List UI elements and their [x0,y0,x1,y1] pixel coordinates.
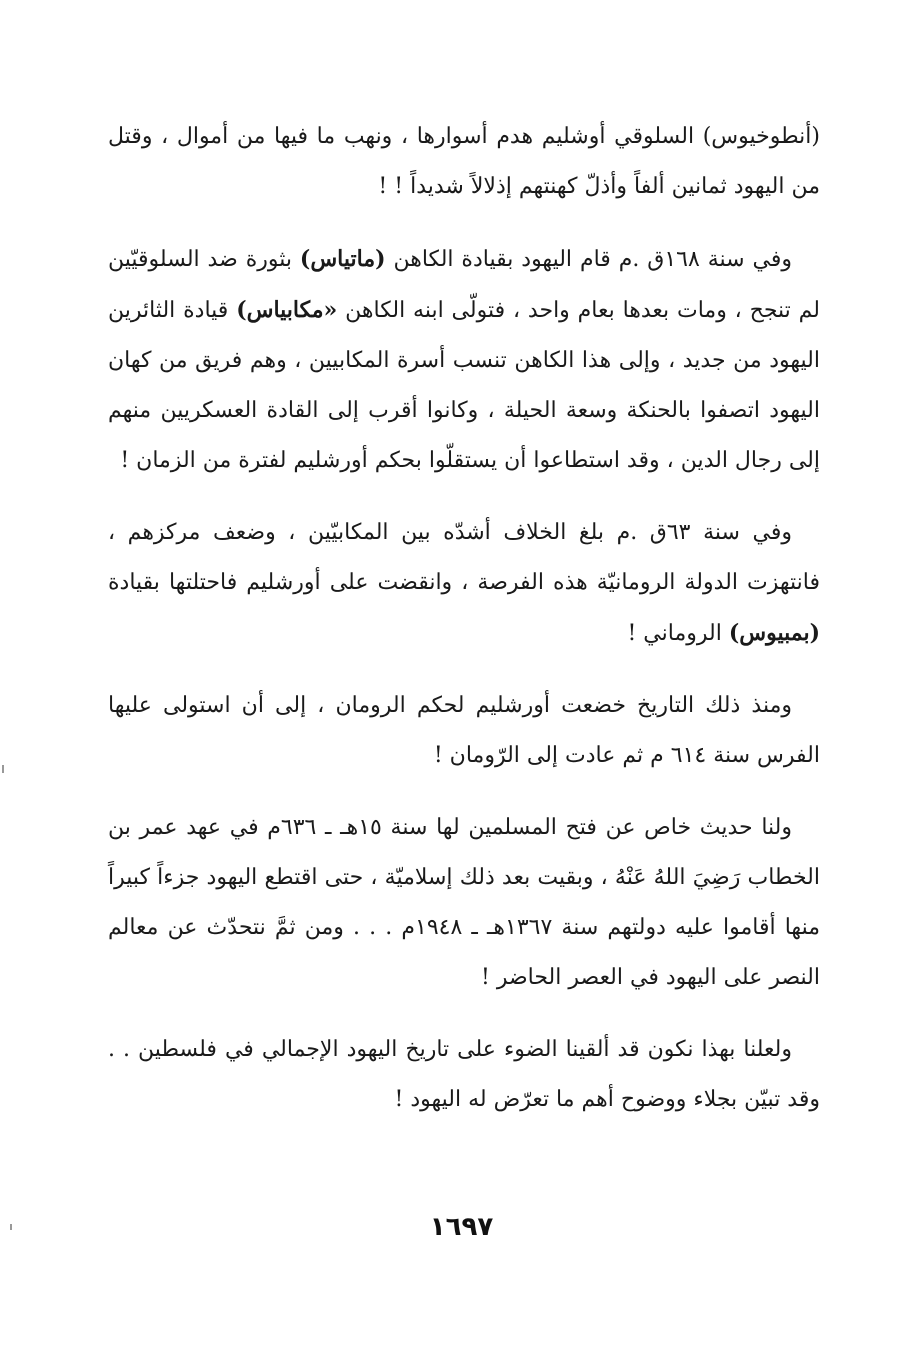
paragraph [108,681,820,781]
page-number: ١٦٩٧ [429,1212,494,1242]
text-run: وفي سنة ١٦٨ق .م قام اليهود بقيادة الكاهن [385,247,792,272]
text-run: ومنذ ذلك التاريخ خضعت أورشليم لحكم الرومان ، إلى أن استولى عليها الفرس سنة ٦١٤ م ثم عادت إلى الرّومان ! [108,693,820,768]
paragraph [108,508,820,659]
text-run: ولنا حديث خاص عن فتح المسلمين لها سنة ١٥هـ ـ ٦٣٦م في عهد عمر بن الخطاب رَضِيَ اللهُ عَنْهُ ، وبقيت بعد ذلك إسلاميّة ، حتى اقتطع اليهود جزءاً كبيراً منها أقاموا عليه دولتهم سنة ١٣٦٧هـ ـ ١٩٤٨م . . . ومن ثمَّ نتحدّث عن معالم النصر على اليهود في العصر الحاضر ! [108,815,820,990]
text-run: الروماني ! [627,621,729,646]
paragraph [108,803,820,1003]
text-run: قيادة الثائرين اليهود من جديد ، وإلى هذا الكاهن تنسب أسرة المكابيين ، وهم فريق من كهان اليهود اتصفوا بالحنكة وسعة الحيلة ، وكانوا أقرب إلى القادة العسكريين منهم إلى رجال الدين ، وقد استطاعوا أن يستقلّوا بحكم أورشليم لفترة من الزمان ! [108,298,820,473]
text-run: وفي سنة ٦٣ق .م بلغ الخلاف أشدّه بين المكابيّين ، وضعف مركزهم ، فانتهزت الدولة الرومانيّة هذه الفرصة ، وانقضت على أورشليم فاحتلتها بقيادة [108,520,820,595]
paragraph [108,112,820,212]
scan-edge-mark [10,1224,12,1230]
bold-name: (بمبيوس) [728,620,820,646]
bold-name: (ماتياس) [299,246,386,272]
paragraph [108,234,820,486]
bold-name: «مكابياس) [236,297,338,323]
paragraph [108,1025,820,1125]
text-run: (أنطوخيوس) السلوقي أوشليم هدم أسوارها ، ونهب ما فيها من أموال ، وقتل من اليهود ثمانين ألفاً وأذلّ كهنتهم إذلالاً شديداً ! ! [108,124,820,199]
text-run: بثورة ضد السلوقيّين لم تنجح ، ومات بعدها بعام واحد ، فتولّى ابنه الكاهن [108,247,820,323]
scan-edge-mark [2,765,4,773]
body-text [108,112,820,1147]
text-run: ولعلنا بهذا نكون قد ألقينا الضوء على تاريخ اليهود الإجمالي في فلسطين . . وقد تبيّن بجلاء ووضوح أهم ما تعرّض له اليهود ! [108,1037,820,1112]
